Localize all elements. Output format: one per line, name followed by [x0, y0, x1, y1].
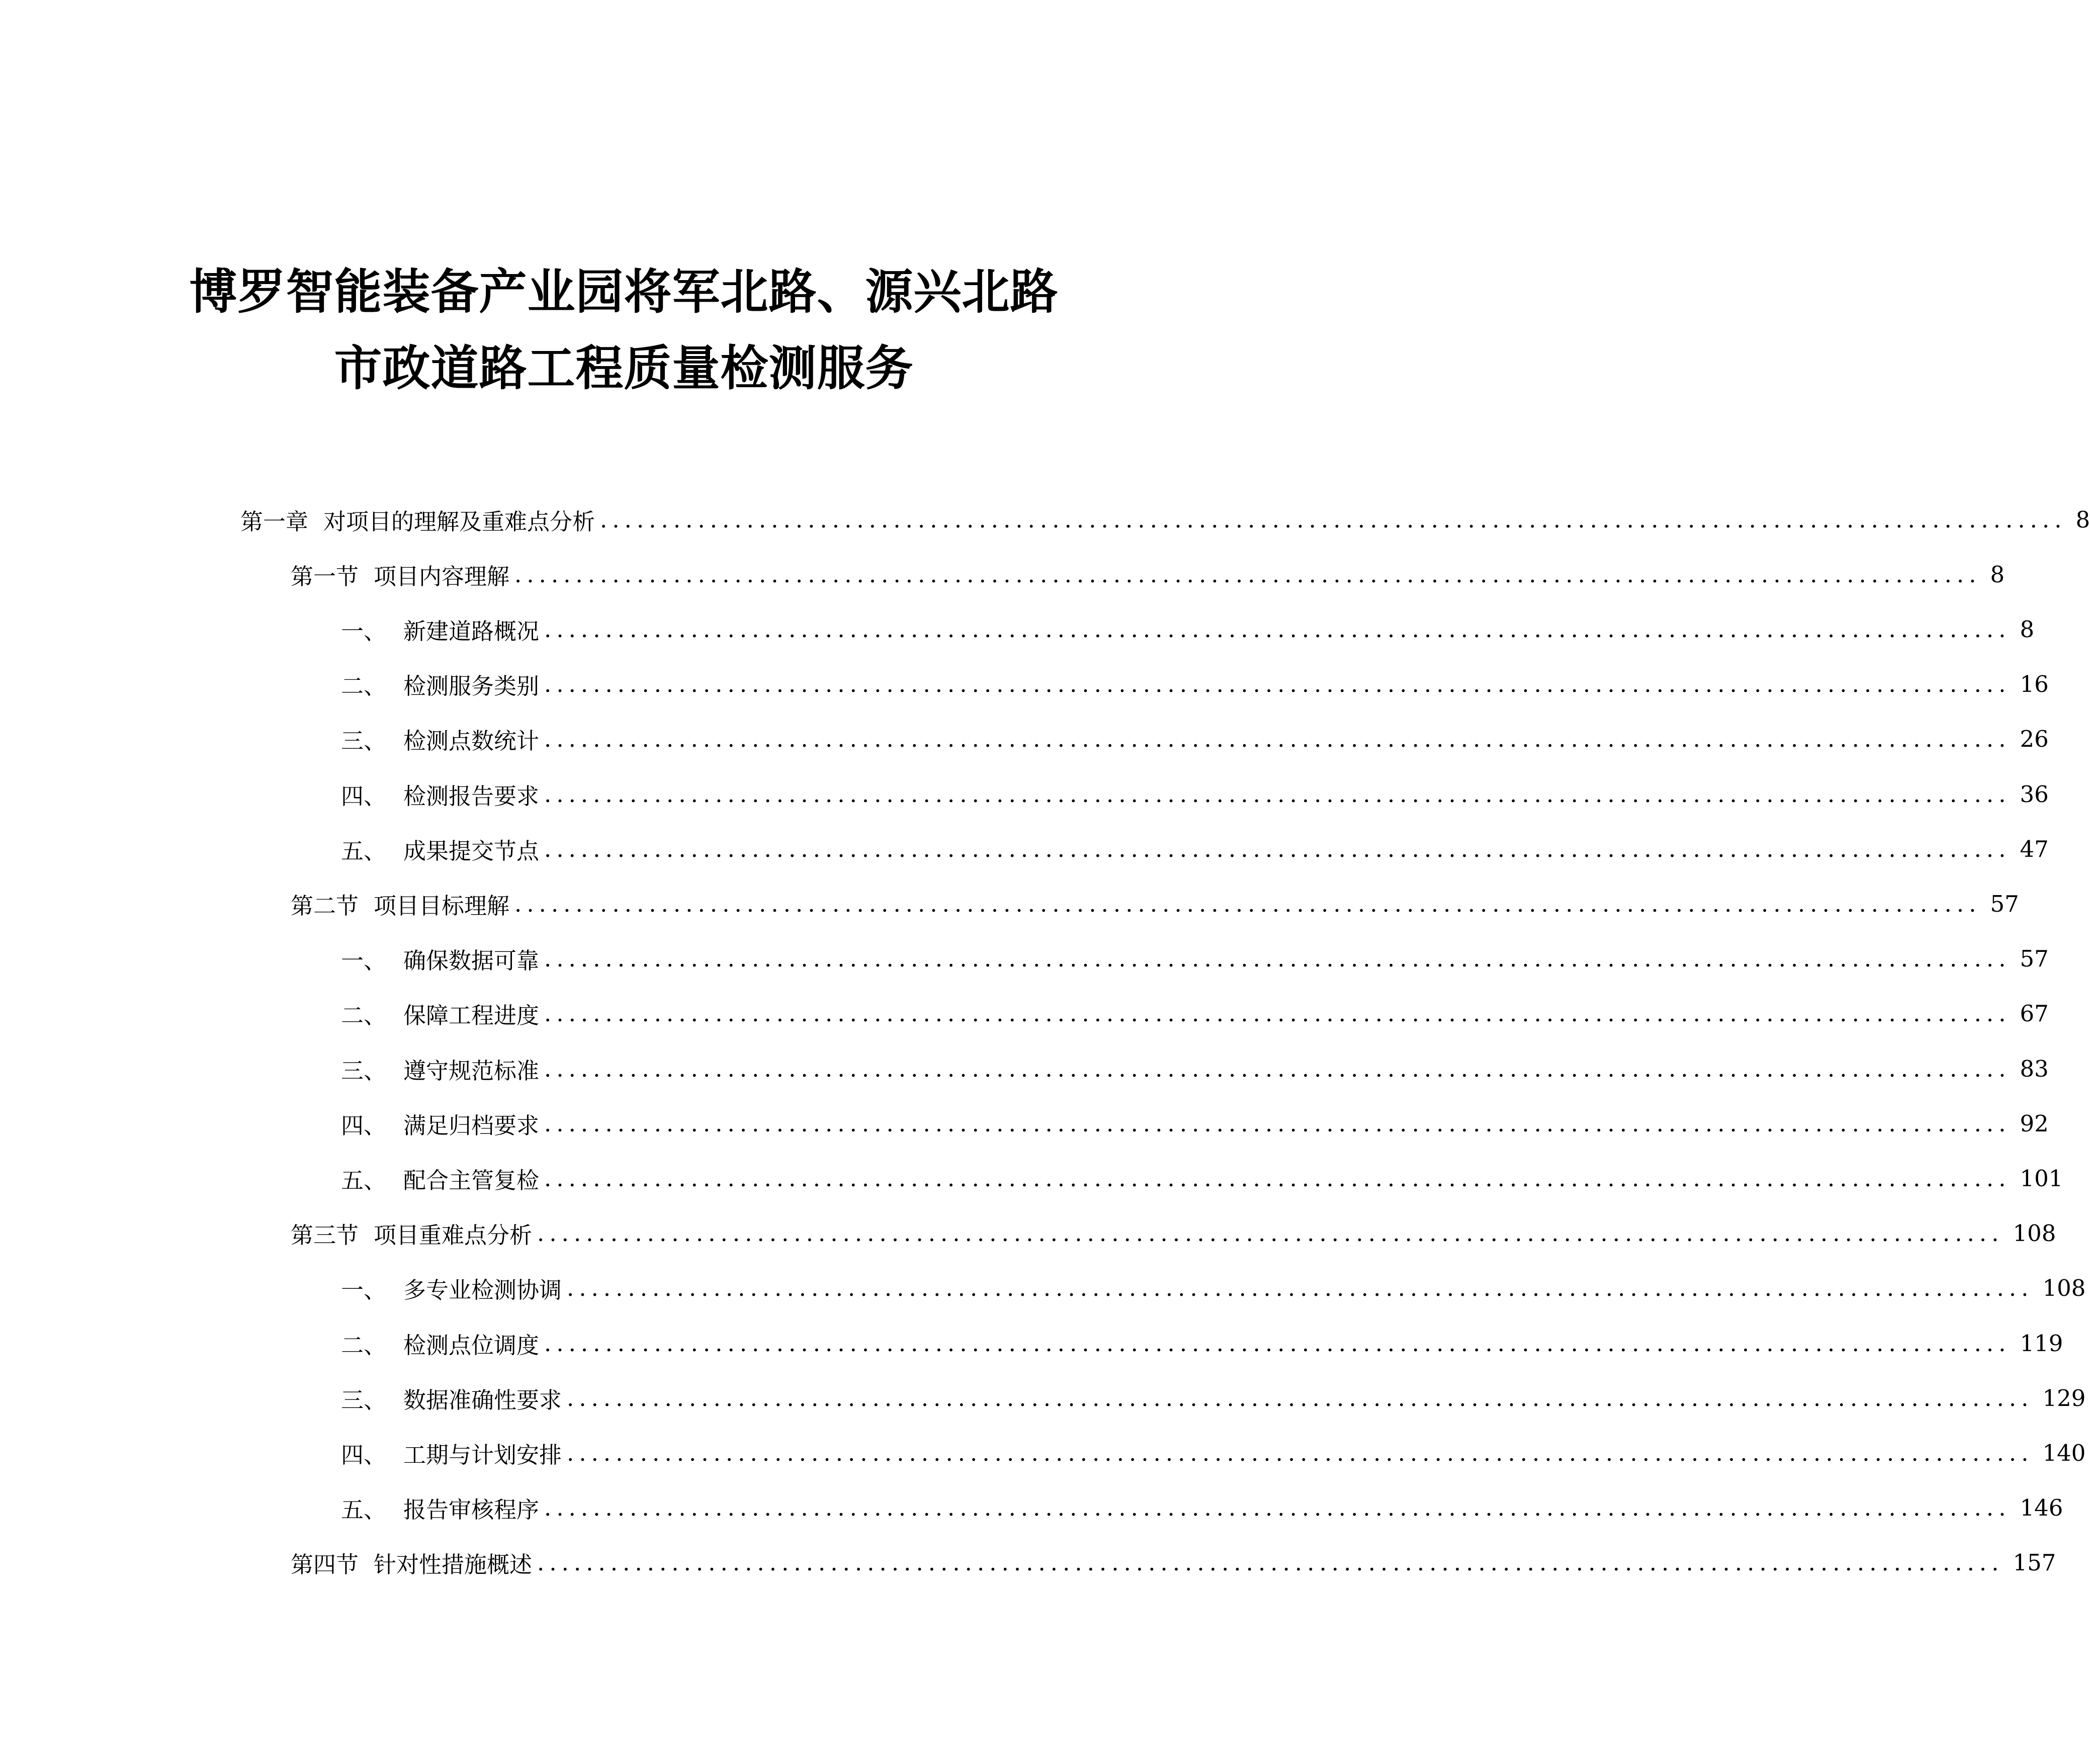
toc-entry[interactable] [341, 821, 2049, 876]
toc-entry-label [341, 833, 539, 865]
toc-entry-number: 五、 [341, 1496, 387, 1524]
toc-entry-number: 第二节 [291, 892, 359, 919]
toc-entry-title: 确保数据可靠 [403, 947, 540, 975]
toc-entry-title: 检测点数统计 [403, 728, 540, 755]
toc-entry-number: 一、 [341, 947, 387, 975]
toc-entry-label [341, 1052, 539, 1085]
toc-entry-number: 四、 [341, 782, 387, 810]
toc-entry-page-number: 119 [2020, 1330, 2063, 1357]
toc-entry[interactable] [341, 601, 2035, 657]
toc-entry-title: 成果提交节点 [403, 837, 540, 864]
toc-entry-number: 第一节 [291, 563, 359, 590]
toc-entry-label [341, 1162, 539, 1195]
toc-dot-leader: ........................................................................................................................ [544, 1000, 2011, 1027]
toc-entry[interactable] [341, 766, 2049, 822]
toc-entry-label [341, 997, 539, 1030]
toc-entry-title: 满足归档要求 [403, 1112, 540, 1139]
toc-entry[interactable] [341, 1370, 2086, 1426]
toc-entry-page-number: 57 [1990, 890, 2019, 917]
toc-entry-page-number: 8 [2075, 506, 2090, 533]
toc-dot-leader: ........................................................................................................................ [544, 1165, 2011, 1192]
toc-entry-label [341, 1327, 539, 1360]
toc-entry-number: 一、 [341, 1277, 387, 1304]
toc-entry-title: 检测报告要求 [403, 782, 540, 810]
document-title [0, 254, 1248, 407]
toc-entry-number: 三、 [341, 1057, 387, 1084]
toc-entry-label [341, 1107, 539, 1140]
toc-entry-page-number: 36 [2020, 780, 2049, 808]
toc-entry-number: 第一章 [240, 508, 309, 535]
toc-entry-label [341, 613, 539, 646]
toc-dot-leader: ........................................................................................................................ [544, 945, 2011, 973]
title-line-1: 博罗智能装备产业园将军北路、源兴北路 [189, 264, 1059, 320]
toc-dot-leader: ........................................................................................................................ [544, 1110, 2011, 1137]
toc-entry-number: 二、 [341, 1332, 387, 1359]
toc-entry-label [341, 778, 539, 811]
toc-dot-leader: ........................................................................................................................ [537, 1549, 2004, 1576]
toc-entry-number: 四、 [341, 1441, 387, 1468]
toc-entry-label [341, 1437, 562, 1469]
toc-entry-title: 配合主管复检 [403, 1167, 540, 1194]
toc-entry-title: 遵守规范标准 [403, 1057, 540, 1084]
toc-entry-number: 第三节 [291, 1222, 359, 1249]
toc-entry-title: 保障工程进度 [403, 1002, 540, 1029]
toc-entry-title: 工期与计划安排 [403, 1441, 562, 1468]
table-of-contents [0, 492, 2090, 1598]
toc-entry-label [291, 1217, 532, 1250]
toc-entry[interactable] [291, 876, 2019, 931]
toc-entry-page-number: 26 [2020, 726, 2049, 753]
toc-dot-leader: ........................................................................................................................ [544, 835, 2011, 862]
toc-entry[interactable] [341, 1041, 2049, 1096]
toc-entry-number: 二、 [341, 673, 387, 700]
toc-entry[interactable] [240, 492, 2090, 547]
toc-entry-title: 针对性措施概述 [374, 1551, 533, 1578]
toc-entry-page-number: 47 [2020, 835, 2049, 862]
toc-entry[interactable] [291, 1535, 2056, 1591]
toc-entry-page-number: 8 [2020, 615, 2035, 643]
toc-entry[interactable] [341, 931, 2049, 987]
toc-entry-page-number: 8 [1990, 561, 2005, 588]
toc-entry-title: 报告审核程序 [403, 1496, 540, 1524]
toc-entry-title: 项目重难点分析 [374, 1222, 533, 1249]
toc-entry[interactable] [341, 986, 2049, 1041]
toc-entry-label [341, 942, 539, 975]
toc-dot-leader: ........................................................................................................................ [544, 671, 2011, 698]
toc-entry-number: 第四节 [291, 1551, 359, 1578]
toc-dot-leader: ........................................................................................................................ [544, 615, 2011, 643]
toc-dot-leader: ........................................................................................................................ [544, 726, 2011, 753]
toc-entry[interactable] [341, 1425, 2086, 1480]
toc-entry-number: 一、 [341, 618, 387, 645]
toc-entry-page-number: 157 [2013, 1549, 2056, 1576]
toc-entry-page-number: 108 [2042, 1275, 2086, 1302]
toc-entry-number: 二、 [341, 1002, 387, 1029]
toc-dot-leader: ........................................................................................................................ [544, 1494, 2011, 1522]
toc-entry[interactable] [341, 1480, 2063, 1536]
toc-entry-label [341, 668, 539, 700]
toc-dot-leader: ........................................................................................................................ [567, 1439, 2034, 1466]
toc-dot-leader: ........................................................................................................................ [514, 890, 1981, 917]
toc-dot-leader: ........................................................................................................................ [544, 1055, 2011, 1082]
toc-dot-leader: ........................................................................................................................ [544, 1330, 2011, 1357]
toc-entry[interactable] [341, 657, 2049, 712]
toc-entry-title: 新建道路概况 [403, 618, 540, 645]
toc-dot-leader: ........................................................................................................................ [537, 1220, 2004, 1247]
toc-entry[interactable] [291, 1206, 2056, 1261]
toc-entry-page-number: 83 [2020, 1055, 2049, 1082]
toc-entry-label [291, 1546, 532, 1579]
toc-entry[interactable] [341, 1261, 2086, 1316]
toc-entry-number: 三、 [341, 728, 387, 755]
toc-dot-leader: ........................................................................................................................ [514, 561, 1981, 588]
toc-entry-page-number: 101 [2020, 1165, 2063, 1192]
toc-entry-number: 五、 [341, 1167, 387, 1194]
toc-entry-label [291, 888, 509, 920]
toc-entry[interactable] [341, 1151, 2063, 1206]
toc-entry[interactable] [291, 547, 2005, 602]
toc-entry-title: 检测服务类别 [403, 673, 540, 700]
toc-entry[interactable] [341, 712, 2049, 767]
toc-dot-leader: ........................................................................................................................ [544, 780, 2011, 808]
toc-entry-page-number: 146 [2020, 1494, 2063, 1522]
toc-dot-leader: ........................................................................................................................ [567, 1384, 2034, 1412]
toc-entry-page-number: 140 [2042, 1439, 2086, 1466]
title-line-2: 市政道路工程质量检测服务 [334, 341, 914, 396]
toc-entry-title: 项目目标理解 [374, 892, 510, 919]
toc-entry-number: 三、 [341, 1386, 387, 1414]
toc-entry-label [240, 503, 595, 536]
toc-entry-page-number: 57 [2020, 945, 2049, 973]
toc-dot-leader: ........................................................................................................................ [567, 1275, 2034, 1302]
toc-entry-page-number: 108 [2013, 1220, 2056, 1247]
toc-entry-title: 检测点位调度 [403, 1332, 540, 1359]
toc-entry-title: 多专业检测协调 [403, 1277, 562, 1304]
toc-entry[interactable] [341, 1096, 2049, 1151]
toc-entry-number: 五、 [341, 837, 387, 864]
toc-entry-page-number: 67 [2020, 1000, 2049, 1027]
toc-entry-page-number: 16 [2020, 671, 2049, 698]
toc-entry-page-number: 92 [2020, 1110, 2049, 1137]
toc-entry-label [341, 1491, 539, 1524]
toc-dot-leader: ........................................................................................................................ [600, 506, 2067, 533]
toc-entry-number: 四、 [341, 1112, 387, 1139]
toc-entry-title: 数据准确性要求 [403, 1386, 562, 1414]
toc-entry-title: 对项目的理解及重难点分析 [323, 508, 595, 535]
toc-entry-label [341, 1272, 562, 1304]
toc-entry-title: 项目内容理解 [374, 563, 510, 590]
toc-entry[interactable] [341, 1315, 2063, 1371]
toc-entry-label [291, 558, 509, 591]
toc-entry-label [341, 723, 539, 755]
toc-entry-page-number: 129 [2042, 1384, 2086, 1412]
toc-entry-label [341, 1382, 562, 1415]
